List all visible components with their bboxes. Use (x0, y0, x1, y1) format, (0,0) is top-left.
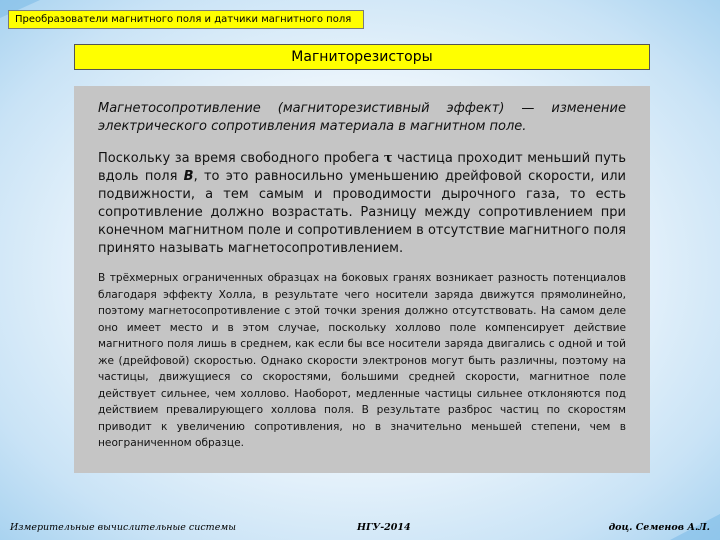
slide-title: Магниторезисторы (74, 44, 650, 70)
section-header-label: Преобразователи магнитного поля и датчики магнитного поля (8, 10, 364, 29)
hall-effect-paragraph: В трёхмерных ограниченных образцах на боковых гранях возникает разность потенциалов благодаря эффекту Холла, в результате чего носители заряда движутся прямолинейно, поэтому магнетосопротивление с этой точки зрения должно отсутствовать. На самом деле оно имеет место и в этом случае, поскольку холлово поле компенсирует действие магнитного поля лишь в среднем, как если бы все носители заряда двигались с одной и той же (дрейфовой) скоростью. Однако скорости электронов могут быть различны, поэтому на частицы, движущиеся со скоростями, большими средней скорости, магнитное поле действует сильнее, чем холлово. Наоборот, медленные частицы сильнее отклоняются под действием превалирующего холлова поля. В результате разброс частиц по скоростям приводит к увеличению сопротивления, но в значительно меньшей степени, чем в неограниченном образце. (98, 272, 626, 449)
bottom-right-corner-decoration (600, 500, 720, 540)
footer-university-year: НГУ-2014 (357, 522, 411, 533)
tau-symbol: τ (383, 151, 393, 166)
footer-author: доц. Семенов А.Л. (608, 522, 710, 533)
explanation-text-1: Поскольку за время свободного пробега (98, 151, 384, 166)
footer-course-name: Измерительные вычислительные системы (10, 522, 236, 533)
explanation-text-2: частица проходит меньший путь вдоль поля (98, 151, 626, 184)
definition-paragraph: Магнетосопротивление (магниторезистивный эффект) — изменение электрического сопротивления материала в магнитном поле. (98, 101, 626, 134)
explanation-text-3: , то это равносильно уменьшению дрейфовой скорости, или подвижности, а тем самым и проводимости дырочного газа, то есть сопротивление должно возрастать. Разницу между сопротивлением при конечном магнитном поле и сопротивлением в отсутствие магнитного поля принято называть магнетосопротивлением. (98, 169, 626, 256)
field-symbol-b: B (183, 169, 194, 184)
content-panel (74, 86, 650, 473)
explanation-paragraph (98, 150, 626, 258)
